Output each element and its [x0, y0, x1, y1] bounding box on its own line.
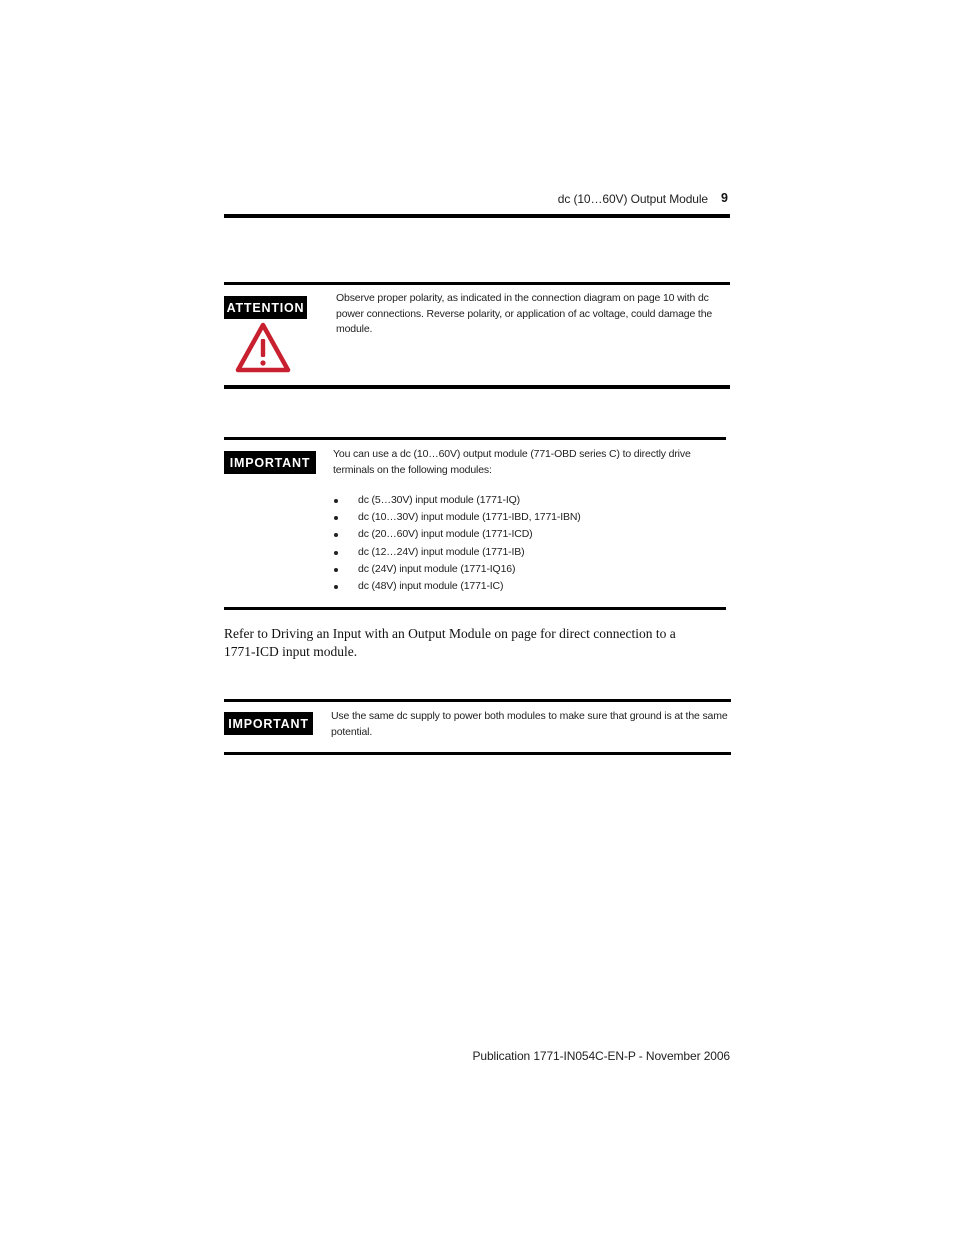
important-1-label: IMPORTANT	[224, 451, 316, 474]
important-2-text: Use the same dc supply to power both modules to make sure that ground is at the same potential.	[331, 710, 728, 738]
attention-bottom-rule	[224, 385, 730, 389]
important-1-top-rule	[224, 437, 726, 440]
page-number: 9	[721, 191, 728, 205]
important-2-label: IMPORTANT	[224, 712, 313, 735]
list-item: dc (10…30V) input module (1771-IBD, 1771-IBN)	[333, 509, 703, 526]
list-item: dc (12…24V) input module (1771-IB)	[333, 544, 703, 561]
list-item: dc (5…30V) input module (1771-IQ)	[333, 492, 703, 509]
important-2-top-rule	[224, 699, 731, 702]
attention-top-rule	[224, 282, 730, 285]
attention-text: Observe proper polarity, as indicated in the connection diagram on page 10 with dc power connections. Reverse polarity, or application of ac voltage, could damage the module.	[336, 292, 713, 336]
attention-label: ATTENTION	[224, 296, 307, 319]
important-block-2	[224, 699, 731, 757]
publication-footer: Publication 1771-IN054C-EN-P - November 2006	[472, 1049, 730, 1063]
module-list	[333, 492, 703, 595]
list-item: dc (20…60V) input module (1771-ICD)	[333, 526, 703, 543]
list-item: dc (24V) input module (1771-IQ16)	[333, 561, 703, 578]
attention-block	[224, 282, 730, 390]
important-1-intro: You can use a dc (10…60V) output module (771-OBD series C) to directly drive terminals on the following modules:	[333, 448, 691, 476]
running-header-title: dc (10…60V) Output Module	[557, 192, 708, 206]
important-1-bottom-rule	[224, 607, 726, 610]
header-rule	[224, 214, 730, 218]
warning-triangle-icon	[235, 322, 291, 374]
body-paragraph: Refer to Driving an Input with an Output Module on page for direct connection to a 1771-ICD input module.	[224, 626, 676, 659]
list-item: dc (48V) input module (1771-IC)	[333, 578, 703, 595]
important-block-1	[224, 437, 726, 611]
important-2-bottom-rule	[224, 752, 731, 755]
